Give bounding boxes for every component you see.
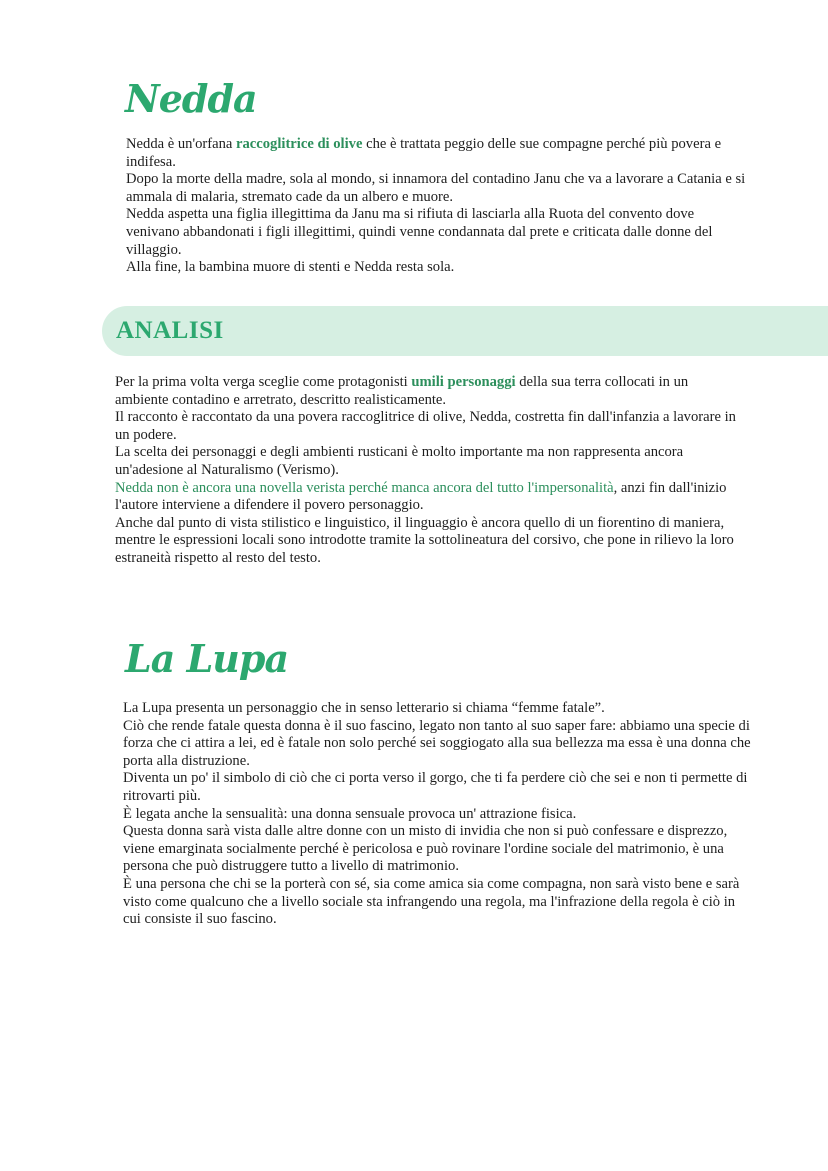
nedda-summary: [126, 136, 746, 277]
paragraph: Nedda non è ancora una novella verista perché manca ancora del tutto l'impersonalità, anzi fin dall'inizio l'autore interviene a difendere il povero personaggio.: [115, 479, 727, 514]
paragraph: Diventa un po' il simbolo di ciò che ci porta verso il gorgo, che ti fa perdere ciò che sei e non ti permette di ritrovarti più.: [123, 770, 748, 804]
paragraph: Il racconto è raccontato da una povera raccoglitrice di olive, Nedda, costretta fin dall'infanzia a lavorare in un podere.: [115, 409, 736, 443]
la-lupa-body: [123, 700, 753, 929]
section-title-nedda: Nedda: [125, 76, 257, 121]
paragraph: La Lupa presenta un personaggio che in senso letterario si chiama “femme fatale”.: [123, 700, 605, 716]
analisi-header-band: [102, 306, 828, 356]
paragraph: È legata anche la sensualità: una donna sensuale provoca un' attrazione fisica.: [123, 805, 577, 822]
highlighted-phrase: Nedda non è ancora una novella verista perché manca ancora del tutto l'impersonalità: [115, 479, 614, 496]
paragraph: Dopo la morte della madre, sola al mondo, si innamora del contadino Janu che va a lavorare a Catania e si ammala di malaria, stremato cade da un albero e muore.: [126, 171, 746, 205]
paragraph: Anche dal punto di vista stilistico e linguistico, il linguaggio è ancora quello di un fiorentino di maniera, mentre le espressioni locali sono introdotte tramite la sottolineatura del corsivo, che pone in rilievo la loro estraneità rispetto al resto del testo.: [115, 514, 734, 566]
paragraph: Alla fine, la bambina muore di stenti e Nedda resta sola.: [126, 259, 455, 276]
paragraph: È una persona che chi se la porterà con sé, sia come amica sia come compagna, non sarà visto bene e sarà visto come qualcuno che a livello sociale sta infrangendo una regola, ma l'infrazione della regola è ciò in cui consiste il suo fascino.: [123, 875, 740, 928]
paragraph: Ciò che rende fatale questa donna è il suo fascino, legato non tanto al suo saper fare: abbiamo una specie di forza che ci attira a lei, ed è fatale non solo perché sei soggiogato alla sua bellezza ma essa è una donna che porta alla distruzione.: [123, 717, 751, 769]
paragraph: La scelta dei personaggi e degli ambienti rusticani è molto importante ma non rappresenta ancora un'adesione al Naturalismo (Verismo).: [115, 444, 684, 478]
paragraph: Nedda è un'orfana raccoglitrice di olive che è trattata peggio delle sue compagne perché più povera e indifesa.: [126, 136, 722, 170]
paragraph: Per la prima volta verga sceglie come protagonisti umili personaggi della sua terra collocati in un ambiente contadino e arretrato, descritto realisticamente.: [115, 374, 689, 408]
highlighted-phrase: raccoglitrice di olive: [236, 136, 363, 152]
paragraph: Questa donna sarà vista dalle altre donne con un misto di invidia che non si può confessare e disprezzo, viene emarginata socialmente perché è pericolosa e può rovinare l'ordine sociale del matrimonio, è una persona che può distruggere tutto a livello di matrimonio.: [123, 823, 728, 875]
section-title-la-lupa: La Lupa: [125, 636, 289, 681]
analisi-body: [115, 374, 745, 568]
section-title-analisi: ANALISI: [116, 317, 224, 344]
highlighted-phrase: umili personaggi: [411, 374, 516, 390]
paragraph: Nedda aspetta una figlia illegittima da Janu ma si rifiuta di lasciarla alla Ruota del convento dove venivano abbandonati i figli illegittimi, quindi venne condannata dal prete e criticata dalle donne del villaggio.: [126, 206, 713, 258]
